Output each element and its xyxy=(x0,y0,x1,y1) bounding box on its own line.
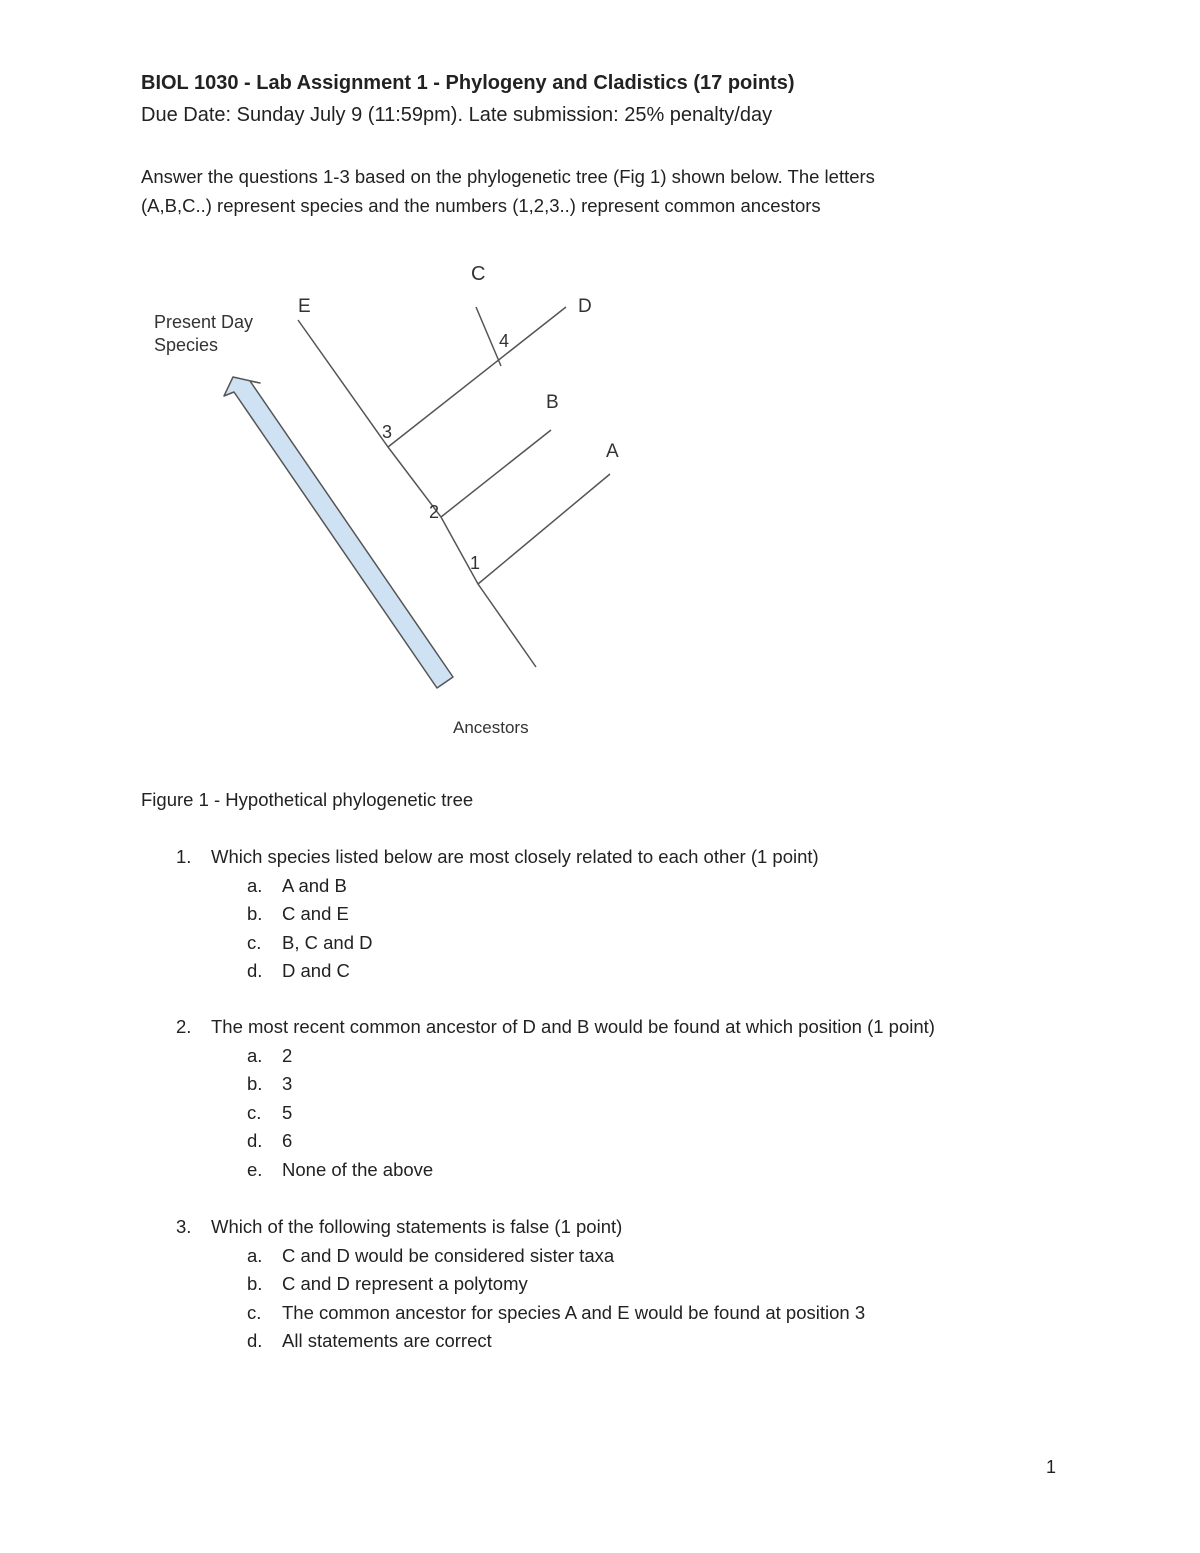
instructions xyxy=(141,162,875,220)
branch-b xyxy=(441,430,551,517)
species-d-label: D xyxy=(578,296,592,317)
option-text: C and D represent a polytomy xyxy=(282,1273,528,1294)
species-a-label: A xyxy=(606,441,619,462)
option-text: C and D would be considered sister taxa xyxy=(282,1244,615,1266)
branch-a xyxy=(478,474,610,584)
ancestors-label: Ancestors xyxy=(453,718,529,737)
option-text: 2 xyxy=(282,1044,293,1066)
species-b-label: B xyxy=(546,392,559,413)
option-letter: c. xyxy=(247,1301,262,1323)
node-4-label: 4 xyxy=(499,331,510,351)
question-number: 2. xyxy=(176,1016,192,1037)
branch-c xyxy=(476,307,501,366)
question-number: 1. xyxy=(176,846,192,867)
node-1-label: 1 xyxy=(470,553,481,573)
option-text: 6 xyxy=(282,1130,293,1151)
option-letter: b. xyxy=(247,1073,263,1094)
option-text: A and B xyxy=(282,874,347,896)
question-text: Which of the following statements is false (1 point) xyxy=(211,1216,623,1237)
phylogenetic-tree-figure xyxy=(130,250,650,750)
option-text: C and E xyxy=(282,903,349,924)
species-c-label: C xyxy=(471,263,486,285)
option-letter: c. xyxy=(247,1101,262,1123)
option-text: None of the above xyxy=(282,1158,434,1180)
option-letter: a. xyxy=(247,1044,263,1066)
page-number: 1 xyxy=(1046,1457,1057,1477)
option-text: 5 xyxy=(282,1101,293,1123)
option-letter: b. xyxy=(247,903,263,924)
figure-caption: Figure 1 - Hypothetical phylogenetic tree xyxy=(141,789,474,810)
present-day-label: Present Day xyxy=(154,312,254,332)
option-letter: a. xyxy=(247,874,263,896)
option-text: The common ancestor for species A and E would be found at position 3 xyxy=(282,1301,866,1323)
option-letter: b. xyxy=(247,1273,263,1294)
instructions-line-1: Answer the questions 1-3 based on the phylogenetic tree (Fig 1) shown below. The letters xyxy=(141,166,875,187)
option-letter: c. xyxy=(247,931,262,953)
node-2-label: 2 xyxy=(429,502,440,522)
option-letter: d. xyxy=(247,1330,263,1351)
option-text: D and C xyxy=(282,960,350,981)
node-3-label: 3 xyxy=(382,422,393,442)
option-letter: a. xyxy=(247,1244,263,1266)
option-letter: d. xyxy=(247,960,263,981)
branch-e xyxy=(298,320,536,667)
due-date: Due Date: Sunday July 9 (11:59pm). Late submission: 25% penalty/day xyxy=(141,104,773,126)
instructions-line-2: (A,B,C..) represent species and the numbers (1,2,3..) represent common ancestors xyxy=(141,195,821,216)
question-number: 3. xyxy=(176,1216,192,1237)
question-text: The most recent common ancestor of D and B would be found at which position (1 point) xyxy=(211,1016,935,1037)
option-letter: d. xyxy=(247,1130,263,1151)
branch-d xyxy=(388,307,566,447)
option-text: All statements are correct xyxy=(282,1330,492,1351)
species-e-label: E xyxy=(298,296,311,317)
document-title: BIOL 1030 - Lab Assignment 1 - Phylogeny and Cladistics (17 points) xyxy=(141,72,795,94)
option-letter: e. xyxy=(247,1158,263,1180)
species-label: Species xyxy=(154,335,219,355)
option-text: B, C and D xyxy=(282,931,373,953)
option-text: 3 xyxy=(282,1073,293,1094)
question-text: Which species listed below are most closely related to each other (1 point) xyxy=(211,846,819,867)
